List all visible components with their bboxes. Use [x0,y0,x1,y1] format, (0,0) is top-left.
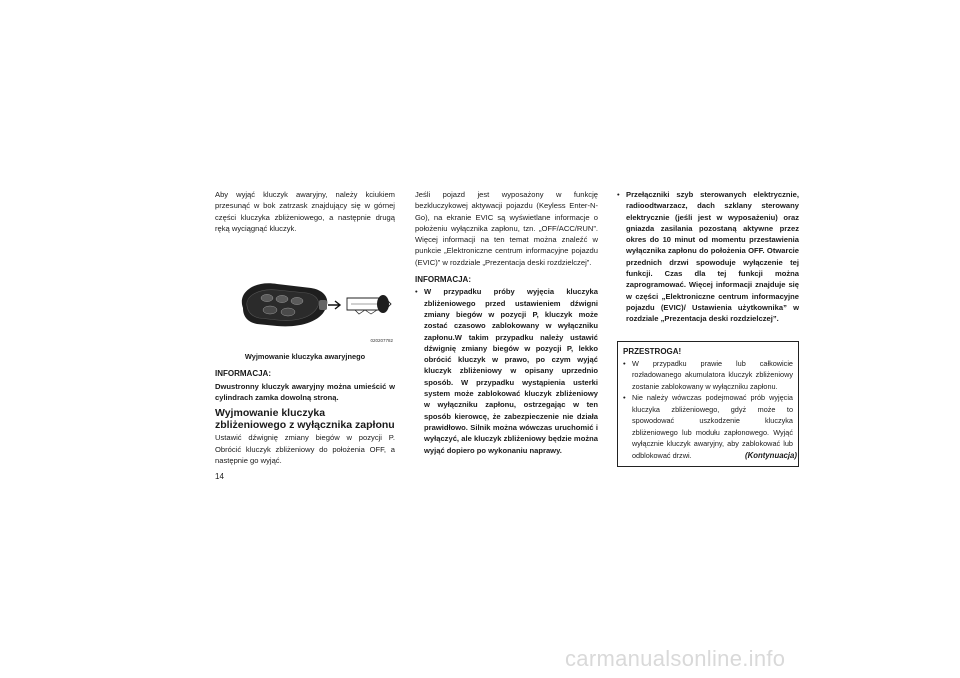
warning-item [623,358,793,393]
bullet-icon: • [623,393,626,403]
note-heading: INFORMACJA: [215,369,271,379]
page-number: 14 [215,472,224,481]
info-bullet [617,189,799,325]
warning-box [617,341,799,468]
figure-caption: Wyjmowanie kluczyka awaryjnego [244,352,366,362]
note-bullet [415,286,598,455]
watermark-text: carmanualsonline.info [565,646,786,671]
column-left [215,189,395,466]
warning-item-text: W przypadku prawie lub całkowicie rozładowanego akumulatora kluczyk zbliżeniowy zostanie zablokowany w wyłączniku zapłonu. [632,358,793,391]
bullet-icon: • [617,190,620,199]
section-title: Wyjmowanie kluczyka zbliżeniowego z wyłącznika zapłonu [215,407,395,432]
emergency-key-figure [215,262,395,348]
note-text: Dwustronny kluczyk awaryjny można umieścić w cylindrach zamka dowolną stroną. [215,381,395,403]
section-paragraph: Ustawić dźwignię zmiany biegów w pozycji P. Obrócić kluczyk zbliżeniowy do położenia OFF, a następnie go wyjąć. [215,433,395,465]
column-middle [415,189,598,456]
figure-code: 020207782 [370,337,393,343]
warning-title: PRZESTROGA! [623,346,682,356]
continued-label: (Kontynuacja) [745,451,797,460]
bullet-icon: • [415,287,418,297]
key-fob-illustration [215,262,395,348]
info-bullet-text: Przełączniki szyb sterowanych elektrycznie, radioodtwarzacz, dach szklany sterowany elektrycznie (jeśli jest w wyposażeniu) oraz gniazda zasilania pozostaną aktywne przez okres do 10 minut od momentu przestawienia wyłącznika zapłonu do położenia OFF. Otwarcie przednich drzwi spowoduje wyłączenie tej funkcji. Czas dla tej funkcji można zaprogramować. Więcej informacji znajduje się w części „Elektroniczne centrum informacyjne pojazdu (EVIC)/ Ustawienia użytkownika” w rozdziale „Prezentacja deski rozdzielczej”. [626,190,799,324]
note-heading: INFORMACJA: [415,275,471,285]
evic-paragraph: Jeśli pojazd jest wyposażony w funkcję bezkluczykowej aktywacji pojazdu (Keyless Enter-N-Go), na ekranie EVIC są wyświetlane informacje o położeniu wyłącznika zapłonu, tzn. „OFF/ACC/RUN”. Więcej informacji na ten temat można znaleźć w punkcie „Elektroniczne centrum informacyjne pojazdu (EVIC)” w rozdziale „Prezentacja deski rozdzielczej”. [415,190,598,267]
bullet-icon: • [623,358,626,368]
intro-paragraph: Aby wyjąć kluczyk awaryjny, należy kciukiem przesunąć w bok zatrzask znajdujący się w górnej części kluczyka zbliżeniowego, a następnie drugą ręką wyciągnąć kluczyk. [215,190,395,233]
column-right [617,189,799,467]
note-bullet-text: W przypadku próby wyjęcia kluczyka zbliżeniowego przed ustawieniem dźwigni zmiany biegów w pozycji P, kluczyk może zostać czasowo zablokowany w wyłączniku zapłonu.W takim przypadku należy ustawić dźwignię zmiany biegów w pozycji P, lekko obrócić kluczyk w prawo, po czym wyjąć kluczyk zbliżeniowy w opisany uprzednio sposób. W przypadku wystąpienia usterki system może zablokować kluczyk zbliżeniowy w wyłączniku zapłonu, ostrzegając w ten sposób kierowcę, że zabezpieczenie nie działa prawidłowo. Silnik można wówczas uruchomić i wyłączyć, ale kluczyk zbliżeniowy będzie można wyjąć dopiero po wykonaniu naprawy. [424,287,598,455]
warning-item-text: Nie należy wówczas podejmować prób wyjęcia kluczyka zbliżeniowego, gdyż może to spowodować uszkodzenie kluczyka zbliżeniowego lub modułu zapłonowego. Wyjąć wyłącznie kluczyk awaryjny, aby zablokować lub odblokować drzwi. [632,393,793,460]
